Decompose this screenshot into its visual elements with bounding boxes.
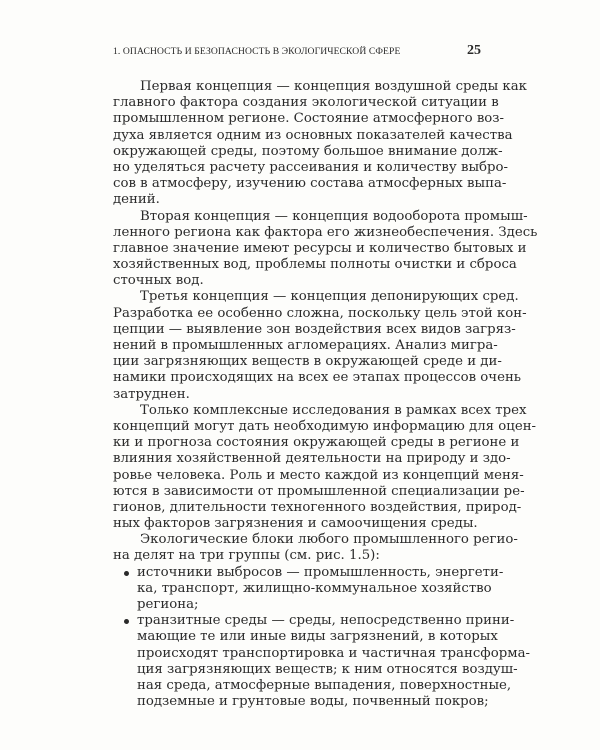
text-line: влияния хозяйственной деятельности на природу и здо- bbox=[113, 451, 511, 467]
text-line: Экологические блоки любого промышленного регио- bbox=[140, 532, 518, 548]
text-line: региона; bbox=[137, 597, 199, 612]
text-line: Только комплексные исследования в рамках всех трех bbox=[140, 402, 527, 418]
text-line: ции загрязняющих веществ в окружающей среде и ди- bbox=[113, 354, 502, 370]
running-title: 1. ОПАСНОСТЬ И БЕЗОПАСНОСТЬ В ЭКОЛОГИЧЕСКОЙ СФЕРЕ bbox=[113, 46, 401, 57]
running-header bbox=[113, 44, 481, 60]
text-line: Третья концепция — концепция депонирующих сред. bbox=[140, 289, 519, 305]
bullet-icon bbox=[124, 571, 129, 576]
text-line: мающие те или иные виды загрязнений, в которых bbox=[137, 629, 498, 645]
text-line: нений в промышленных агломерациях. Анализ мигра- bbox=[113, 338, 498, 353]
text-line: цепции — выявление зон воздействия всех видов загряз- bbox=[113, 321, 516, 337]
text-line: дений. bbox=[113, 192, 160, 208]
text-line: ются в зависимости от промышленной специализации ре- bbox=[113, 483, 525, 499]
text-line: ровье человека. Роль и место каждой из концепций меня- bbox=[113, 467, 524, 483]
bullet-item bbox=[113, 564, 504, 614]
text-line: Первая концепция — концепция воздушной среды как bbox=[140, 79, 527, 94]
text-line: ная среда, атмосферные выпадения, поверхностные, bbox=[137, 677, 512, 693]
text-line: но уделяться расчету рассеивания и количеству выбро- bbox=[113, 159, 509, 175]
text-line: транзитные среды — среды, непосредственно прини- bbox=[137, 613, 515, 629]
bullet-item bbox=[113, 613, 530, 710]
text-line: Разработка ее особенно сложна, поскольку цель этой кон- bbox=[113, 305, 527, 321]
text-line: Вторая концепция — концепция водооборота промыш- bbox=[140, 208, 528, 224]
text-line: сов в атмосферу, изучению состава атмосферных выпа- bbox=[113, 176, 507, 192]
text-line: духа является одним из основных показателей качества bbox=[113, 127, 513, 143]
paragraph bbox=[113, 289, 527, 402]
text-line: ки и прогноза состояния окружающей среды в регионе и bbox=[113, 435, 520, 451]
text-line: на делят на три группы (см. рис. 1.5): bbox=[113, 548, 380, 564]
text-line: подземные и грунтовые воды, почвенный покров; bbox=[137, 694, 489, 710]
text-line: намики происходящих на всех ее этапах процессов очень bbox=[113, 370, 522, 386]
text-line: происходят транспортировка и частичная трансформа- bbox=[137, 645, 530, 661]
text-line: ных факторов загрязнения и самоочищения среды. bbox=[113, 516, 478, 532]
text-line: хозяйственных вод, проблемы полноты очистки и сброса bbox=[113, 257, 517, 273]
text-line: сточных вод. bbox=[113, 273, 204, 289]
paragraph bbox=[113, 532, 518, 564]
bullet-icon bbox=[124, 619, 129, 624]
text-line: концепций могут дать необходимую информацию для оцен- bbox=[113, 418, 537, 434]
page-number: 25 bbox=[467, 43, 481, 58]
text-line: главное значение имеют ресурсы и количество бытовых и bbox=[113, 240, 527, 256]
text-line: гионов, длительности техногенного воздействия, природ- bbox=[113, 499, 522, 515]
text-line: источники выбросов — промышленность, энергети- bbox=[137, 564, 504, 580]
text-line: промышленном регионе. Состояние атмосферного воз- bbox=[113, 111, 505, 127]
page-body bbox=[113, 79, 538, 710]
text-line: главного фактора создания экологической ситуации в bbox=[113, 95, 499, 111]
paragraph bbox=[113, 208, 538, 290]
paragraph bbox=[113, 79, 527, 209]
text-line: ленного региона как фактора его жизнеобеспечения. Здесь bbox=[113, 224, 538, 240]
paragraph bbox=[113, 402, 537, 533]
text-line: ция загрязняющих веществ; к ним относятся воздуш- bbox=[137, 661, 518, 677]
text-line: ка, транспорт, жилищно-коммунальное хозяйство bbox=[137, 580, 492, 596]
text-line: затруднен. bbox=[113, 386, 190, 402]
text-line: окружающей среды, поэтому большое внимание долж- bbox=[113, 143, 503, 159]
